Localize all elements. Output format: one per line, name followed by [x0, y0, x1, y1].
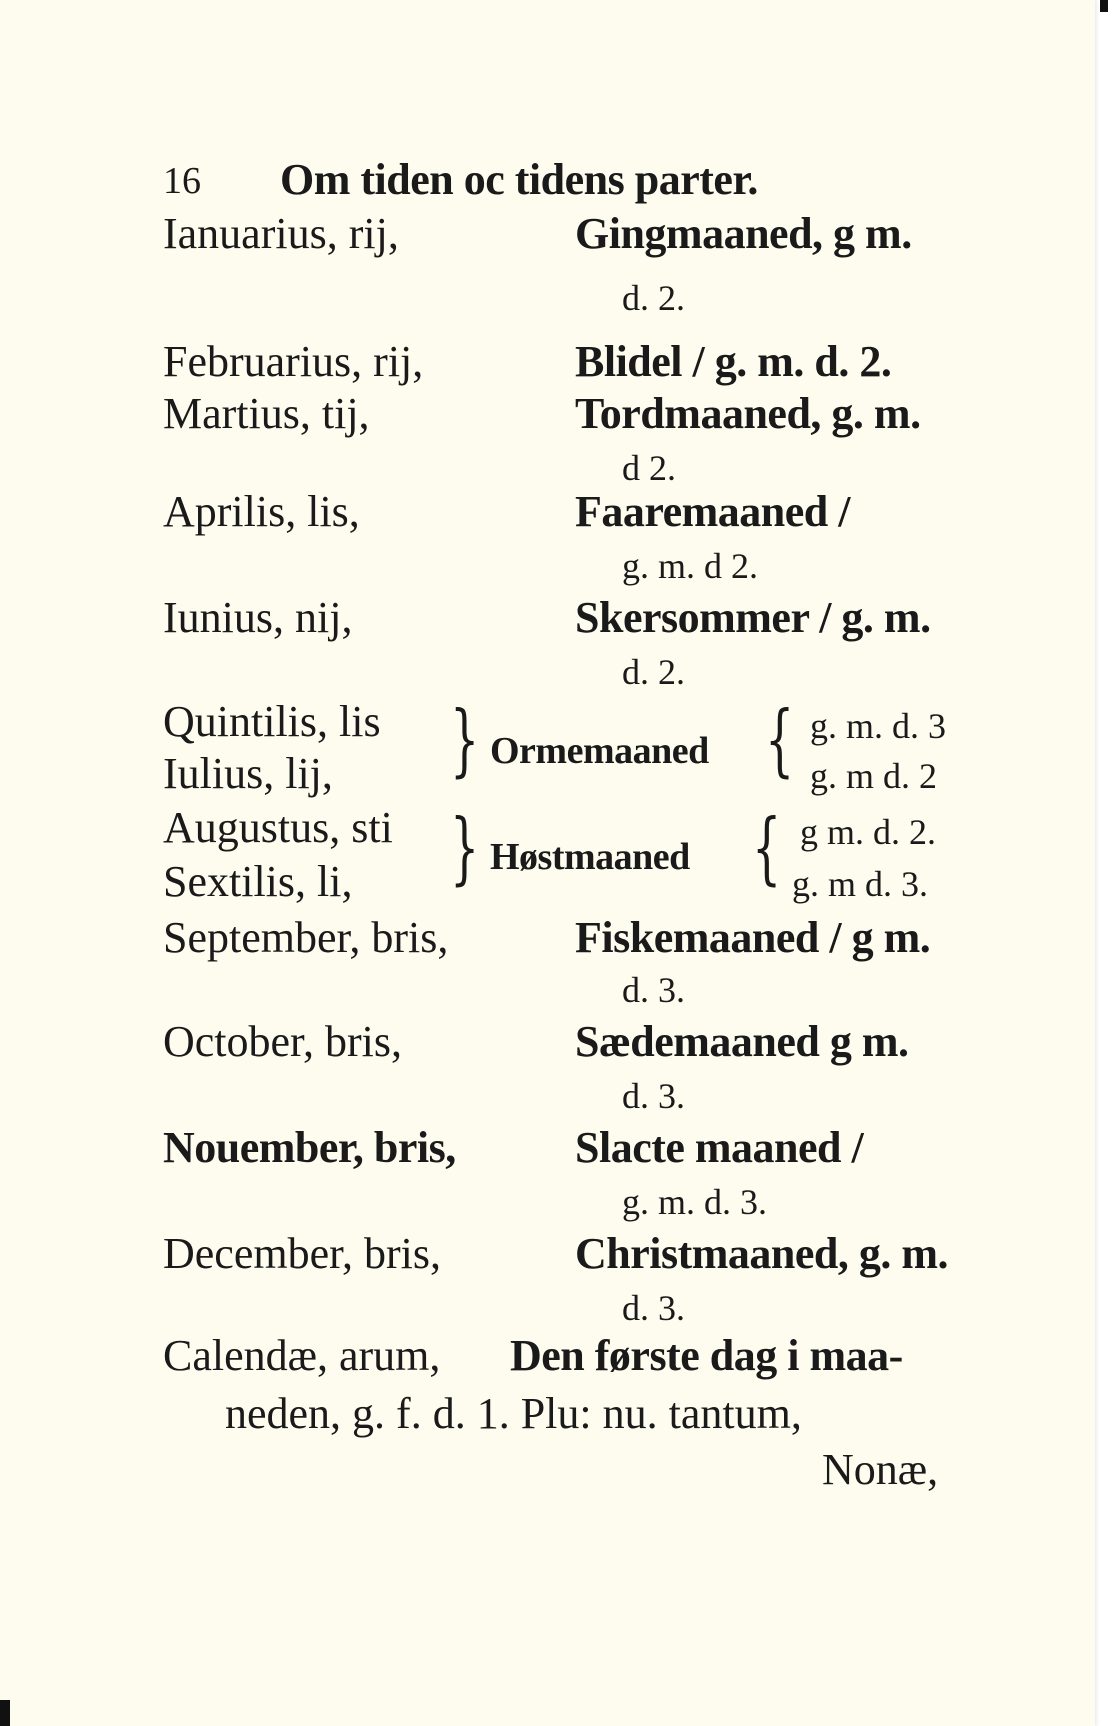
group-note: g. m. d. 3 — [810, 706, 947, 746]
right-brace: { — [752, 801, 782, 893]
entry-latin: October, bris, — [163, 1017, 402, 1066]
entry-latin: Aprilis, lis, — [163, 487, 360, 536]
scan-edge-mark-top — [1100, 0, 1108, 12]
entry-note: d. 2. — [622, 652, 685, 692]
entry-note: d. 3. — [622, 1076, 685, 1116]
group-note: g. m d. 2 — [810, 756, 938, 796]
group-note: g m. d. 2. — [800, 812, 937, 852]
entry-danish: Tordmaaned, g. m. — [575, 389, 921, 438]
entry-note: g. m. d. 3. — [622, 1182, 768, 1222]
group-note: g. m d. 3. — [792, 864, 929, 904]
scan-edge-mark-bottom — [0, 1700, 10, 1726]
entry-latin: Sextilis, li, — [163, 857, 353, 906]
right-brace: { — [765, 693, 795, 785]
entry-danish: Skersommer / g. m. — [575, 593, 931, 642]
page-number: 16 — [163, 160, 201, 202]
entry-latin: Nouember, bris, — [163, 1123, 456, 1172]
entry-danish: Slacte maaned / — [575, 1123, 864, 1172]
entry-note: d. 3. — [622, 1288, 685, 1328]
entry-latin: Iulius, lij, — [163, 749, 333, 798]
entry-latin: September, bris, — [163, 913, 449, 962]
catchword: Nonæ, — [822, 1445, 939, 1494]
entry-danish: Blidel / g. m. d. 2. — [575, 337, 892, 386]
entry-note: d. 3. — [622, 970, 685, 1010]
calendae-danish: Den første dag i maa- — [510, 1331, 903, 1380]
entry-danish: Sædemaaned g m. — [575, 1017, 909, 1066]
entry-latin: December, bris, — [163, 1229, 442, 1278]
entry-latin: Martius, tij, — [163, 389, 370, 438]
running-title: Om tiden oc tidens parter. — [280, 155, 758, 204]
entry-danish: Faaremaaned / — [575, 487, 850, 536]
entry-latin: Iunius, nij, — [163, 593, 353, 642]
entry-danish: Christmaaned, g. m. — [575, 1229, 949, 1278]
entry-danish: Gingmaaned, g m. — [575, 209, 912, 258]
entry-note: g. m. d 2. — [622, 546, 759, 586]
entry-latin: Ianuarius, rij, — [163, 209, 399, 258]
entry-latin: Quintilis, lis — [163, 697, 381, 746]
group-danish: Ormemaaned — [490, 730, 709, 772]
left-brace: } — [450, 693, 480, 785]
entry-note: d 2. — [622, 448, 676, 488]
entry-latin: Februarius, rij, — [163, 337, 424, 386]
calendae-continuation: neden, g. f. d. 1. Plu: nu. tantum, — [225, 1389, 802, 1438]
entry-danish: Fiskemaaned / g m. — [575, 913, 931, 962]
entry-note: d. 2. — [622, 278, 685, 318]
group-danish: Høstmaaned — [490, 836, 690, 878]
entry-latin: Augustus, sti — [163, 803, 393, 852]
left-brace: } — [450, 801, 480, 893]
calendae-latin: Calendæ, arum, — [163, 1331, 441, 1380]
